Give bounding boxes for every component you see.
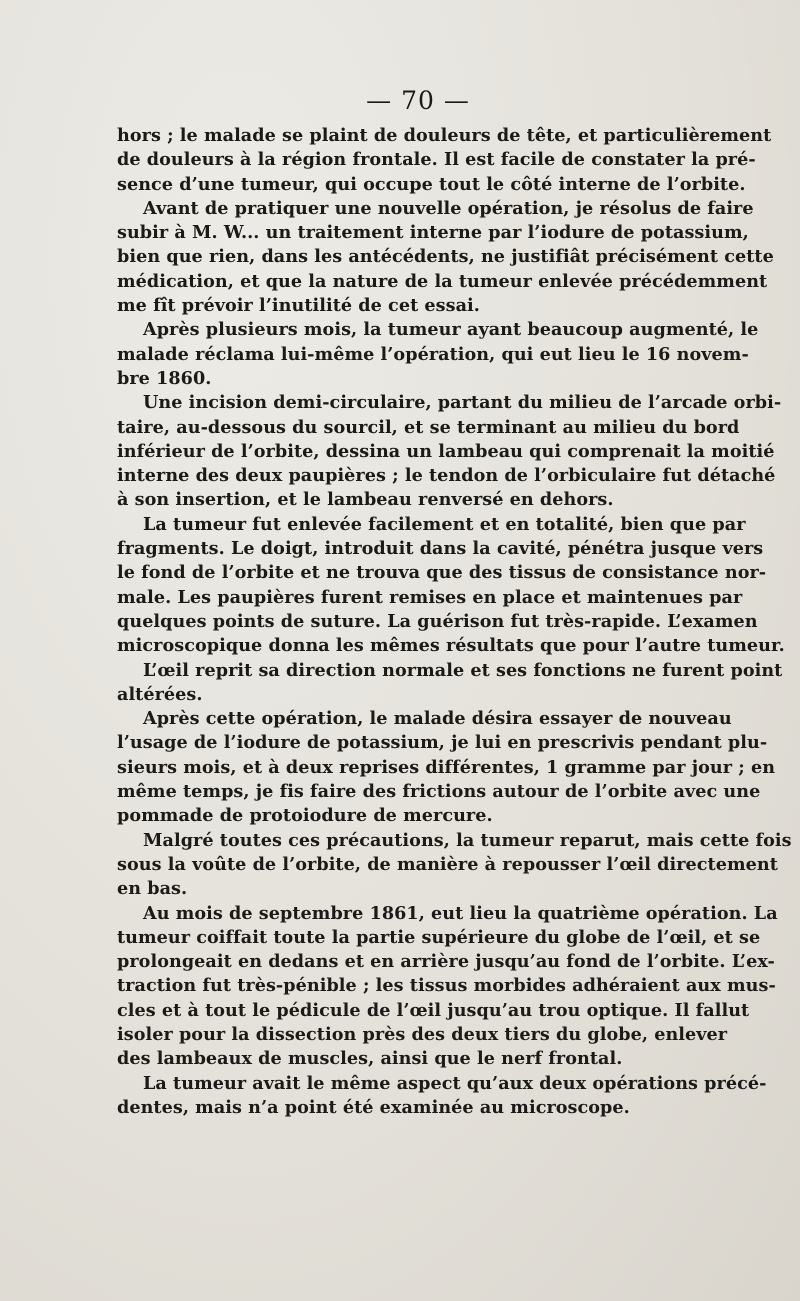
- text-line: l’usage de l’iodure de potassium, je lui en prescrivis pendant plu-: [117, 732, 768, 754]
- text-line: me fît prévoir l’inutilité de cet essai.: [117, 295, 480, 317]
- text-line: cles et à tout le pédicule de l’œil jusqu’au trou optique. Il fallut: [117, 999, 750, 1021]
- text-line: quelques points de suture. La guérison fut très-rapide. L’examen: [117, 610, 758, 632]
- text-line: subir à M. W... un traitement interne par l’iodure de potassium,: [117, 222, 749, 244]
- text-line: Après plusieurs mois, la tumeur ayant beaucoup augmenté, le: [143, 319, 759, 341]
- text-line: inférieur de l’orbite, dessina un lambeau qui comprenait la moitié: [117, 440, 775, 462]
- text-line: de douleurs à la région frontale. Il est facile de constater la pré-: [117, 149, 756, 171]
- text-line: sence d’une tumeur, qui occupe tout le côté interne de l’orbite.: [117, 173, 746, 195]
- text-line: bre 1860.: [117, 367, 212, 389]
- text-line: sous la voûte de l’orbite, de manière à repousser l’œil directement: [117, 853, 778, 875]
- text-line: bien que rien, dans les antécédents, ne justifiât précisément cette: [117, 246, 774, 268]
- text-line: fragments. Le doigt, introduit dans la cavité, pénétra jusque vers: [117, 538, 764, 560]
- text-line: malade réclama lui-même l’opération, qui eut lieu le 16 novem-: [117, 343, 749, 365]
- text-line: en bas.: [117, 878, 188, 900]
- body-text: [117, 124, 792, 1120]
- text-line: Au mois de septembre 1861, eut lieu la quatrième opération. La: [143, 902, 778, 924]
- text-line: La tumeur avait le même aspect qu’aux deux opérations précé-: [143, 1072, 767, 1094]
- text-line: taire, au-dessous du sourcil, et se terminant au milieu du bord: [117, 416, 740, 438]
- text-line: sieurs mois, et à deux reprises différentes, 1 gramme par jour ; en: [117, 756, 776, 778]
- text-line: Après cette opération, le malade désira essayer de nouveau: [143, 708, 732, 730]
- text-line: hors ; le malade se plaint de douleurs de tête, et particulièrement: [117, 125, 772, 146]
- text-line: isoler pour la dissection près des deux tiers du globe, enlever: [117, 1023, 728, 1045]
- page-number: — 70 —: [366, 86, 470, 115]
- text-line: altérées.: [117, 683, 203, 705]
- text-line: dentes, mais n’a point été examinée au microscope.: [117, 1096, 630, 1118]
- text-line: L’œil reprit sa direction normale et ses fonctions ne furent point: [143, 659, 783, 681]
- text-line: des lambeaux de muscles, ainsi que le nerf frontal.: [117, 1048, 623, 1070]
- text-line: La tumeur fut enlevée facilement et en totalité, bien que par: [143, 513, 746, 535]
- text-line: Malgré toutes ces précautions, la tumeur reparut, mais cette fois: [143, 829, 792, 851]
- text-line: même temps, je fis faire des frictions autour de l’orbite avec une: [117, 781, 761, 803]
- text-line: tumeur coiffait toute la partie supérieure du globe de l’œil, et se: [117, 926, 761, 948]
- text-line: microscopique donna les mêmes résultats que pour l’autre tumeur.: [117, 635, 785, 657]
- text-line: traction fut très-pénible ; les tissus morbides adhéraient aux mus-: [117, 975, 776, 997]
- text-line: male. Les paupières furent remises en place et maintenues par: [117, 586, 743, 608]
- text-line: à son insertion, et le lambeau renversé en dehors.: [117, 489, 614, 511]
- text-line: Avant de pratiquer une nouvelle opération, je résolus de faire: [143, 197, 754, 219]
- text-line: le fond de l’orbite et ne trouva que des tissus de consistance nor-: [117, 562, 767, 584]
- text-line: Une incision demi-circulaire, partant du milieu de l’arcade orbi-: [143, 392, 782, 414]
- text-line: prolongeait en dedans et en arrière jusqu’au fond de l’orbite. L’ex-: [117, 951, 775, 973]
- text-line: interne des deux paupières ; le tendon de l’orbiculaire fut détaché: [117, 465, 776, 487]
- text-line: médication, et que la nature de la tumeur enlevée précédemment: [117, 270, 768, 292]
- text-line: pommade de protoiodure de mercure.: [117, 805, 493, 827]
